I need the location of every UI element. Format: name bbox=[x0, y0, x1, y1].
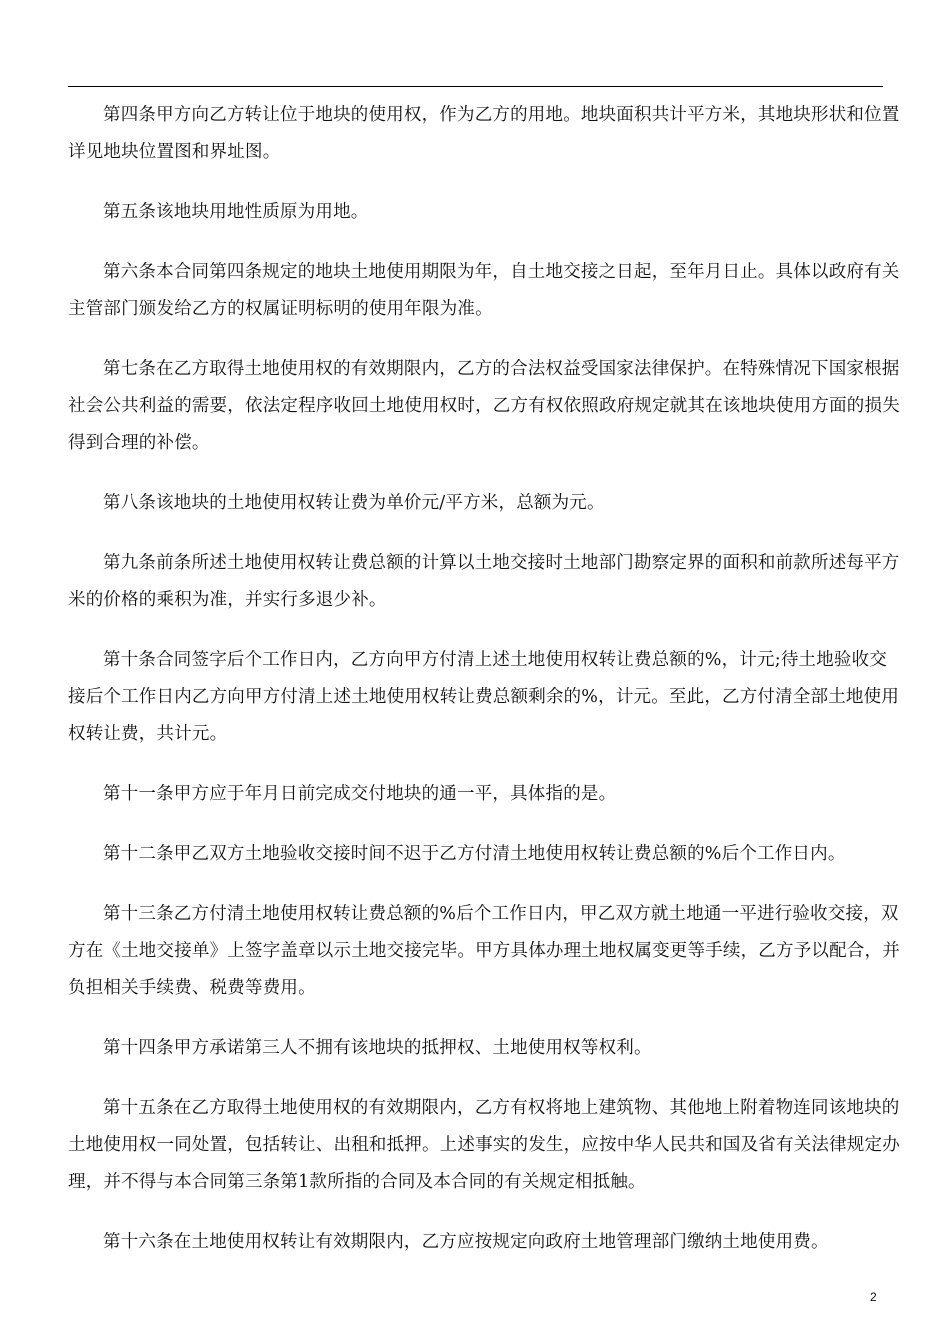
article-10: 第十条合同签字后个工作日内，乙方向甲方付清上述土地使用权转让费总额的%，计元;待土地验收交接后个工作日内乙方向甲方付清上述土地使用权转让费总额剩余的%，计元。至此，乙方付清全部土地使用权转让费，共计元。 bbox=[68, 650, 900, 744]
article-6: 第六条本合同第四条规定的地块土地使用期限为年，自土地交接之日起，至年月日止。具体以政府有关主管部门颁发给乙方的权属证明标明的使用年限为准。 bbox=[68, 262, 900, 319]
article-15: 第十五条在乙方取得土地使用权的有效期限内，乙方有权将地上建筑物、其他地上附着物连同该地块的土地使用权一同处置，包括转让、出租和抵押。上述事实的发生，应按中华人民共和国及省有关法律规定办理，并不得与本合同第三条第1款所指的合同及本合同的有关规定相抵触。 bbox=[68, 1098, 900, 1192]
header-rule bbox=[68, 86, 883, 87]
article-8: 第八条该地块的土地使用权转让费为单价元/平方米，总额为元。 bbox=[103, 493, 605, 513]
article-14: 第十四条甲方承诺第三人不拥有该地块的抵押权、土地使用权等权利。 bbox=[103, 1038, 652, 1058]
article-5: 第五条该地块用地性质原为用地。 bbox=[103, 202, 369, 222]
article-12: 第十二条甲乙双方土地验收交接时间不迟于乙方付清土地使用权转让费总额的%后个工作日内。 bbox=[103, 844, 846, 864]
page-number: 2 bbox=[870, 1290, 877, 1304]
article-16: 第十六条在土地使用权转让有效期限内，乙方应按规定向政府土地管理部门缴纳土地使用费。 bbox=[103, 1232, 829, 1252]
article-7: 第七条在乙方取得土地使用权的有效期限内，乙方的合法权益受国家法律保护。在特殊情况下国家根据社会公共利益的需要，依法定程序收回土地使用权时，乙方有权依照政府规定就其在该地块使用方面的损失得到合理的补偿。 bbox=[68, 359, 900, 453]
article-9: 第九条前条所述土地使用权转让费总额的计算以土地交接时土地部门勘察定界的面积和前款所述每平方米的价格的乘积为准，并实行多退少补。 bbox=[68, 553, 900, 610]
article-4: 第四条甲方向乙方转让位于地块的使用权，作为乙方的用地。地块面积共计平方米，其地块形状和位置详见地块位置图和界址图。 bbox=[68, 105, 900, 162]
article-13: 第十三条乙方付清土地使用权转让费总额的%后个工作日内，甲乙双方就土地通一平进行验收交接，双方在《土地交接单》上签字盖章以示土地交接完毕。甲方具体办理土地权属变更等手续，乙方予以配合，并负担相关手续费、税费等费用。 bbox=[68, 904, 900, 998]
document-body bbox=[68, 97, 900, 1284]
article-11: 第十一条甲方应于年月日前完成交付地块的通一平，具体指的是。 bbox=[103, 784, 617, 804]
